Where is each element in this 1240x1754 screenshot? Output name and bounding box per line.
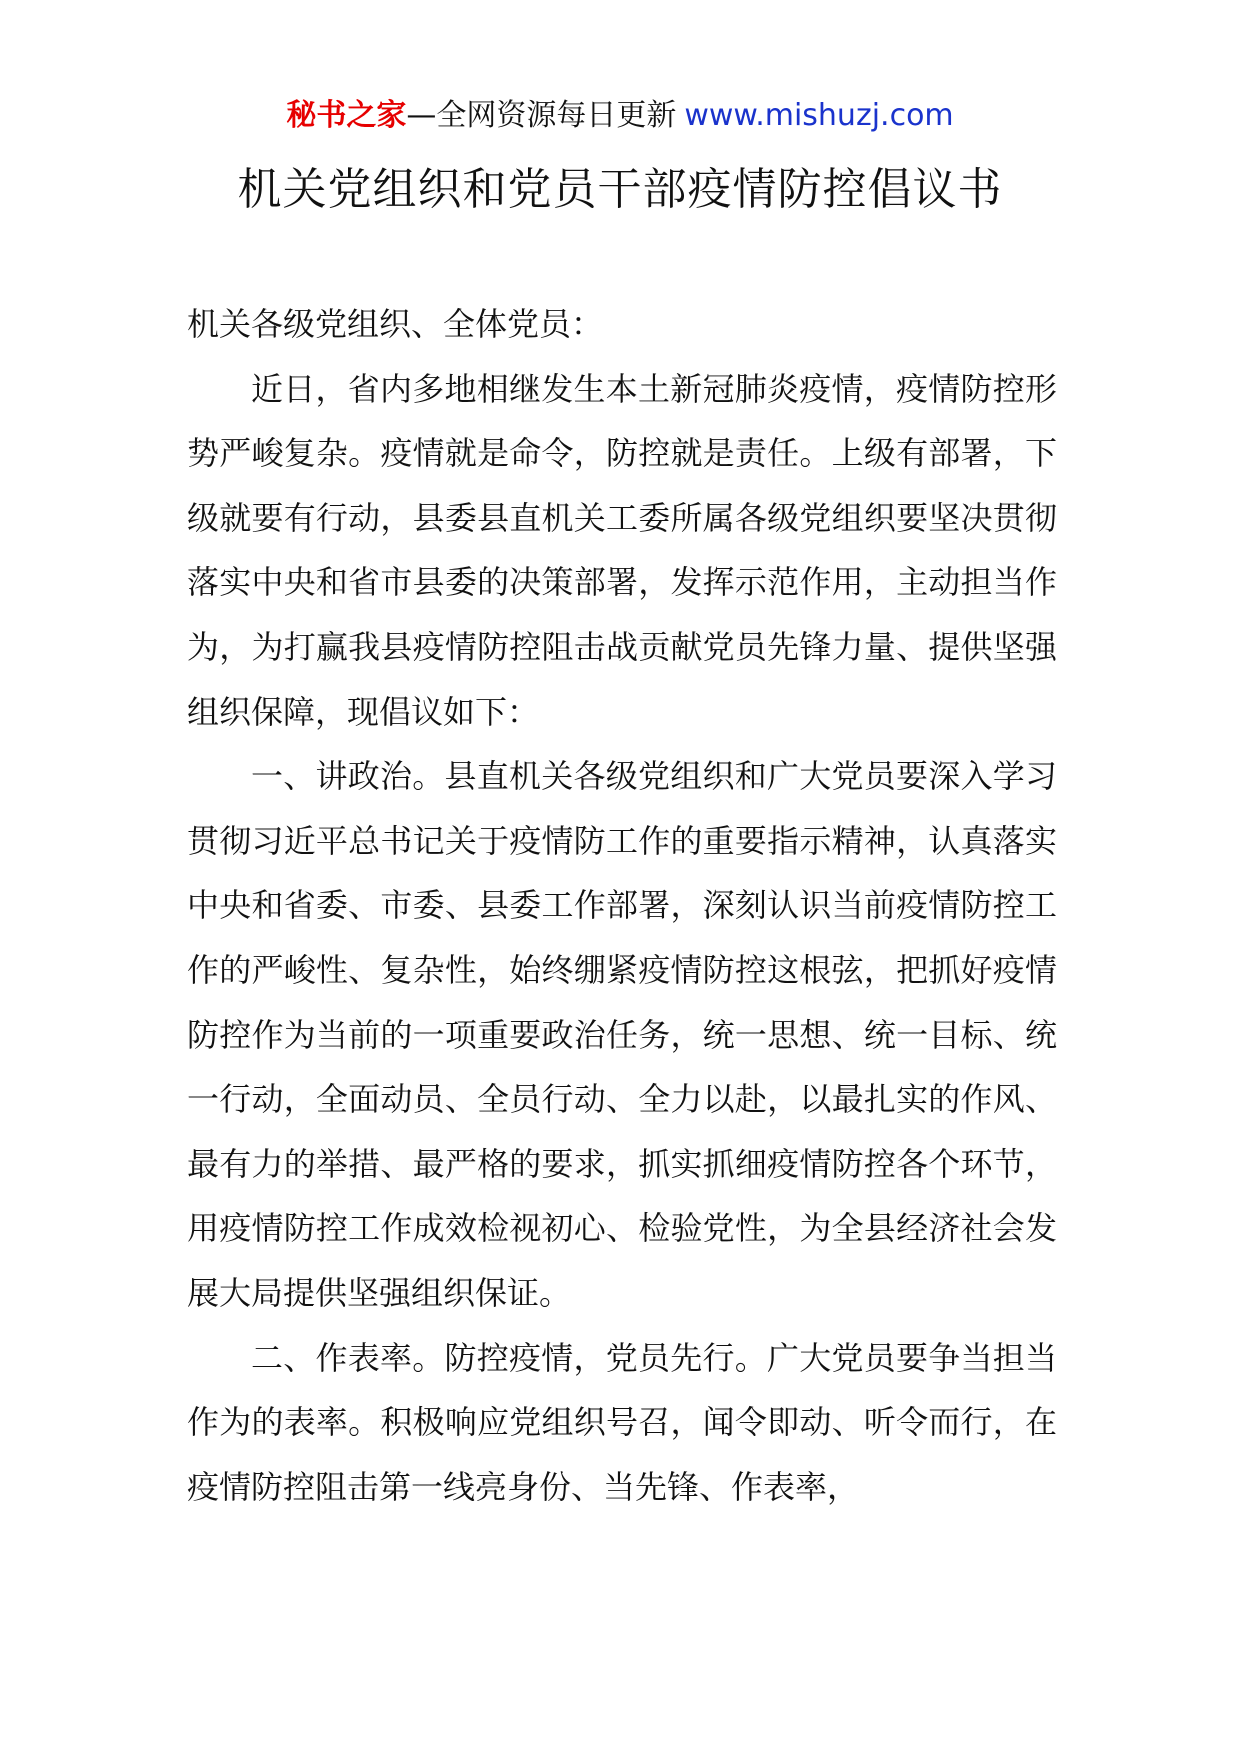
document-body [187,292,1057,1519]
brand-name: 秘书之家 [286,98,407,133]
header-tagline: —全网资源每日更新 [406,98,677,133]
paragraph-intro: 近日，省内多地相继发生本土新冠肺炎疫情，疫情防控形势严峻复杂。疫情就是命令，防控就是责任。上级有部署，下级就要有行动，县委县直机关工委所属各级党组织要坚决贯彻落实中央和省市县委的决策部署，发挥示范作用，主动担当作为，为打赢我县疫情防控阻击战贡献党员先锋力量、提供坚强组织保障，现倡议如下： [187,369,1057,731]
site-header [0,96,1240,136]
document-title: 机关党组织和党员干部疫情防控倡议书 [237,164,1003,215]
paragraph-example: 二、作表率。防控疫情，党员先行。广大党员要争当担当作为的表率。积极响应党组织号召，闻令即动、听令而行，在疫情防控阻击第一线亮身份、当先锋、作表率， [187,1338,1057,1506]
paragraph-politics: 一、讲政治。县直机关各级党组织和广大党员要深入学习贯彻习近平总书记关于疫情防工作的重要指示精神，认真落实中央和省委、市委、县委工作部署，深刻认识当前疫情防控工作的严峻性、复杂性，始终绷紧疫情防控这根弦，把抓好疫情防控作为当前的一项重要政治任务，统一思想、统一目标、统一行动，全面动员、全员行动、全力以赴，以最扎实的作风、最有力的举措、最严格的要求，抓实抓细疫情防控各个环节，用疫情防控工作成效检视初心、检验党性，为全县经济社会发展大局提供坚强组织保证。 [187,757,1057,1312]
salutation: 机关各级党组织、全体党员： [187,305,604,343]
site-url-link[interactable]: www.mishuzj.com [684,98,954,133]
